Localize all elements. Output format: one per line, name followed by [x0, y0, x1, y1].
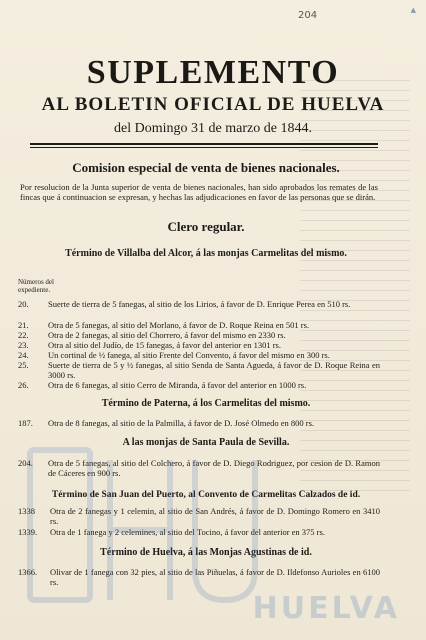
- list-item: [18, 507, 380, 526]
- entry-text: Otra de 5 fanegas, al sitio del Morlano, á favor de D. Roque Reina en 501 rs.: [48, 320, 310, 330]
- entry-text: Olivar de 1 fanega con 32 pies, al sitio de las Piñuelas, á favor de D. Ildefonso Aurioles en 6100 rs.: [50, 567, 380, 587]
- section-heading-huelva: Término de Huelva, á las Monjas Agustinas de id.: [100, 547, 312, 558]
- entry-number: 24.: [18, 350, 29, 360]
- entry-text: Otra al sitio del Judío, de 15 fanegas, á favor del anterior en 1301 rs.: [48, 340, 281, 350]
- corner-mark: ▲: [410, 6, 416, 14]
- section-heading-villalba: Término de Villalba del Alcor, á las monjas Carmelitas del mismo.: [65, 248, 347, 259]
- numeros-label: Números del expediente.: [18, 278, 54, 294]
- list-item: [18, 568, 380, 587]
- document-subtitle: AL BOLETIN OFICIAL DE HUELVA: [41, 94, 385, 115]
- header-rule-thick: [30, 143, 378, 145]
- entry-number: 20.: [18, 299, 29, 309]
- entry-text: Otra de 8 fanegas, al sitio de la Palmilla, á favor de D. José Olmedo en 800 rs.: [48, 418, 315, 428]
- entry-number: 22.: [18, 330, 29, 340]
- entry-text: Suerte de tierra de 5 fanegas, al sitio de los Lirios, á favor de D. Enrique Perea en 510 rs.: [48, 299, 351, 309]
- section-heading-san-juan: Término de San Juan del Puerto, al Convento de Carmelitas Calzados de id.: [51, 490, 361, 500]
- entry-number: 187.: [18, 418, 33, 428]
- entry-number: 25.: [18, 360, 29, 370]
- entry-text: Otra de 5 fanegas, al sitio del Colchero, á favor de D. Diego Rodriguez, por cesion de D. Ramon de Cáceres en 900 rs.: [48, 458, 380, 478]
- document-dateline: del Domingo 31 de marzo de 1844.: [114, 121, 312, 136]
- list-item: [18, 459, 380, 478]
- entry-text: Suerte de tierra de 5 y ½ fanegas, al sitio Senda de Santa Agueda, á favor de D. Roque Reina en 3000 rs.: [48, 360, 380, 380]
- header-rule-thin: [30, 147, 378, 148]
- list-item: [18, 300, 380, 310]
- entry-number: 21.: [18, 320, 29, 330]
- document-title: SUPLEMENTO: [86, 54, 340, 91]
- section-heading-santa-paula: A las monjas de Santa Paula de Sevilla.: [122, 437, 290, 448]
- list-item: [18, 361, 380, 380]
- entry-number: 1338: [18, 506, 35, 516]
- entry-text: Un cortinal de ½ fanega, al sitio Frente del Convento, á favor del mismo en 300 rs.: [48, 350, 330, 360]
- entry-text: Otra de 2 fanegas, al sitio del Chorrero, á favor del mismo en 2330 rs.: [48, 330, 286, 340]
- entry-text: Otra de 1 fanega y 2 celemines, al sitio del Tocino, á favor del anterior en 375 rs.: [50, 527, 325, 537]
- intro-paragraph: Por resolucion de la Junta superior de venta de bienes nacionales, han sido aprobados los remates de las fincas que á continuacion se expresan, y hechas las adjudicaciones en favor de las personas que se dirán.: [20, 182, 378, 202]
- entry-number: 1339.: [18, 527, 38, 537]
- list-item: [18, 381, 380, 391]
- entry-text: Otra de 2 fanegas y 1 celemin, al sitio de San Andrés, á favor de D. Domingo Romero en 3410 rs.: [50, 506, 380, 526]
- handwritten-page-number: 204: [298, 10, 318, 21]
- section-heading-paterna: Término de Paterna, á los Carmelitas del mismo.: [101, 398, 311, 409]
- watermark-text: HUELVA: [252, 591, 400, 626]
- clero-heading: Clero regular.: [167, 219, 245, 234]
- entry-text: Otra de 6 fanegas, al sitio Cerro de Miranda, á favor del anterior en 1000 rs.: [48, 380, 307, 390]
- list-item: [18, 419, 380, 429]
- list-item: [18, 528, 380, 538]
- entry-number: 26.: [18, 380, 29, 390]
- entry-number: 1366.: [18, 567, 38, 577]
- entry-number: 23.: [18, 340, 29, 350]
- entry-number: 204.: [18, 458, 33, 468]
- comision-heading: Comision especial de venta de bienes nacionales.: [72, 160, 340, 175]
